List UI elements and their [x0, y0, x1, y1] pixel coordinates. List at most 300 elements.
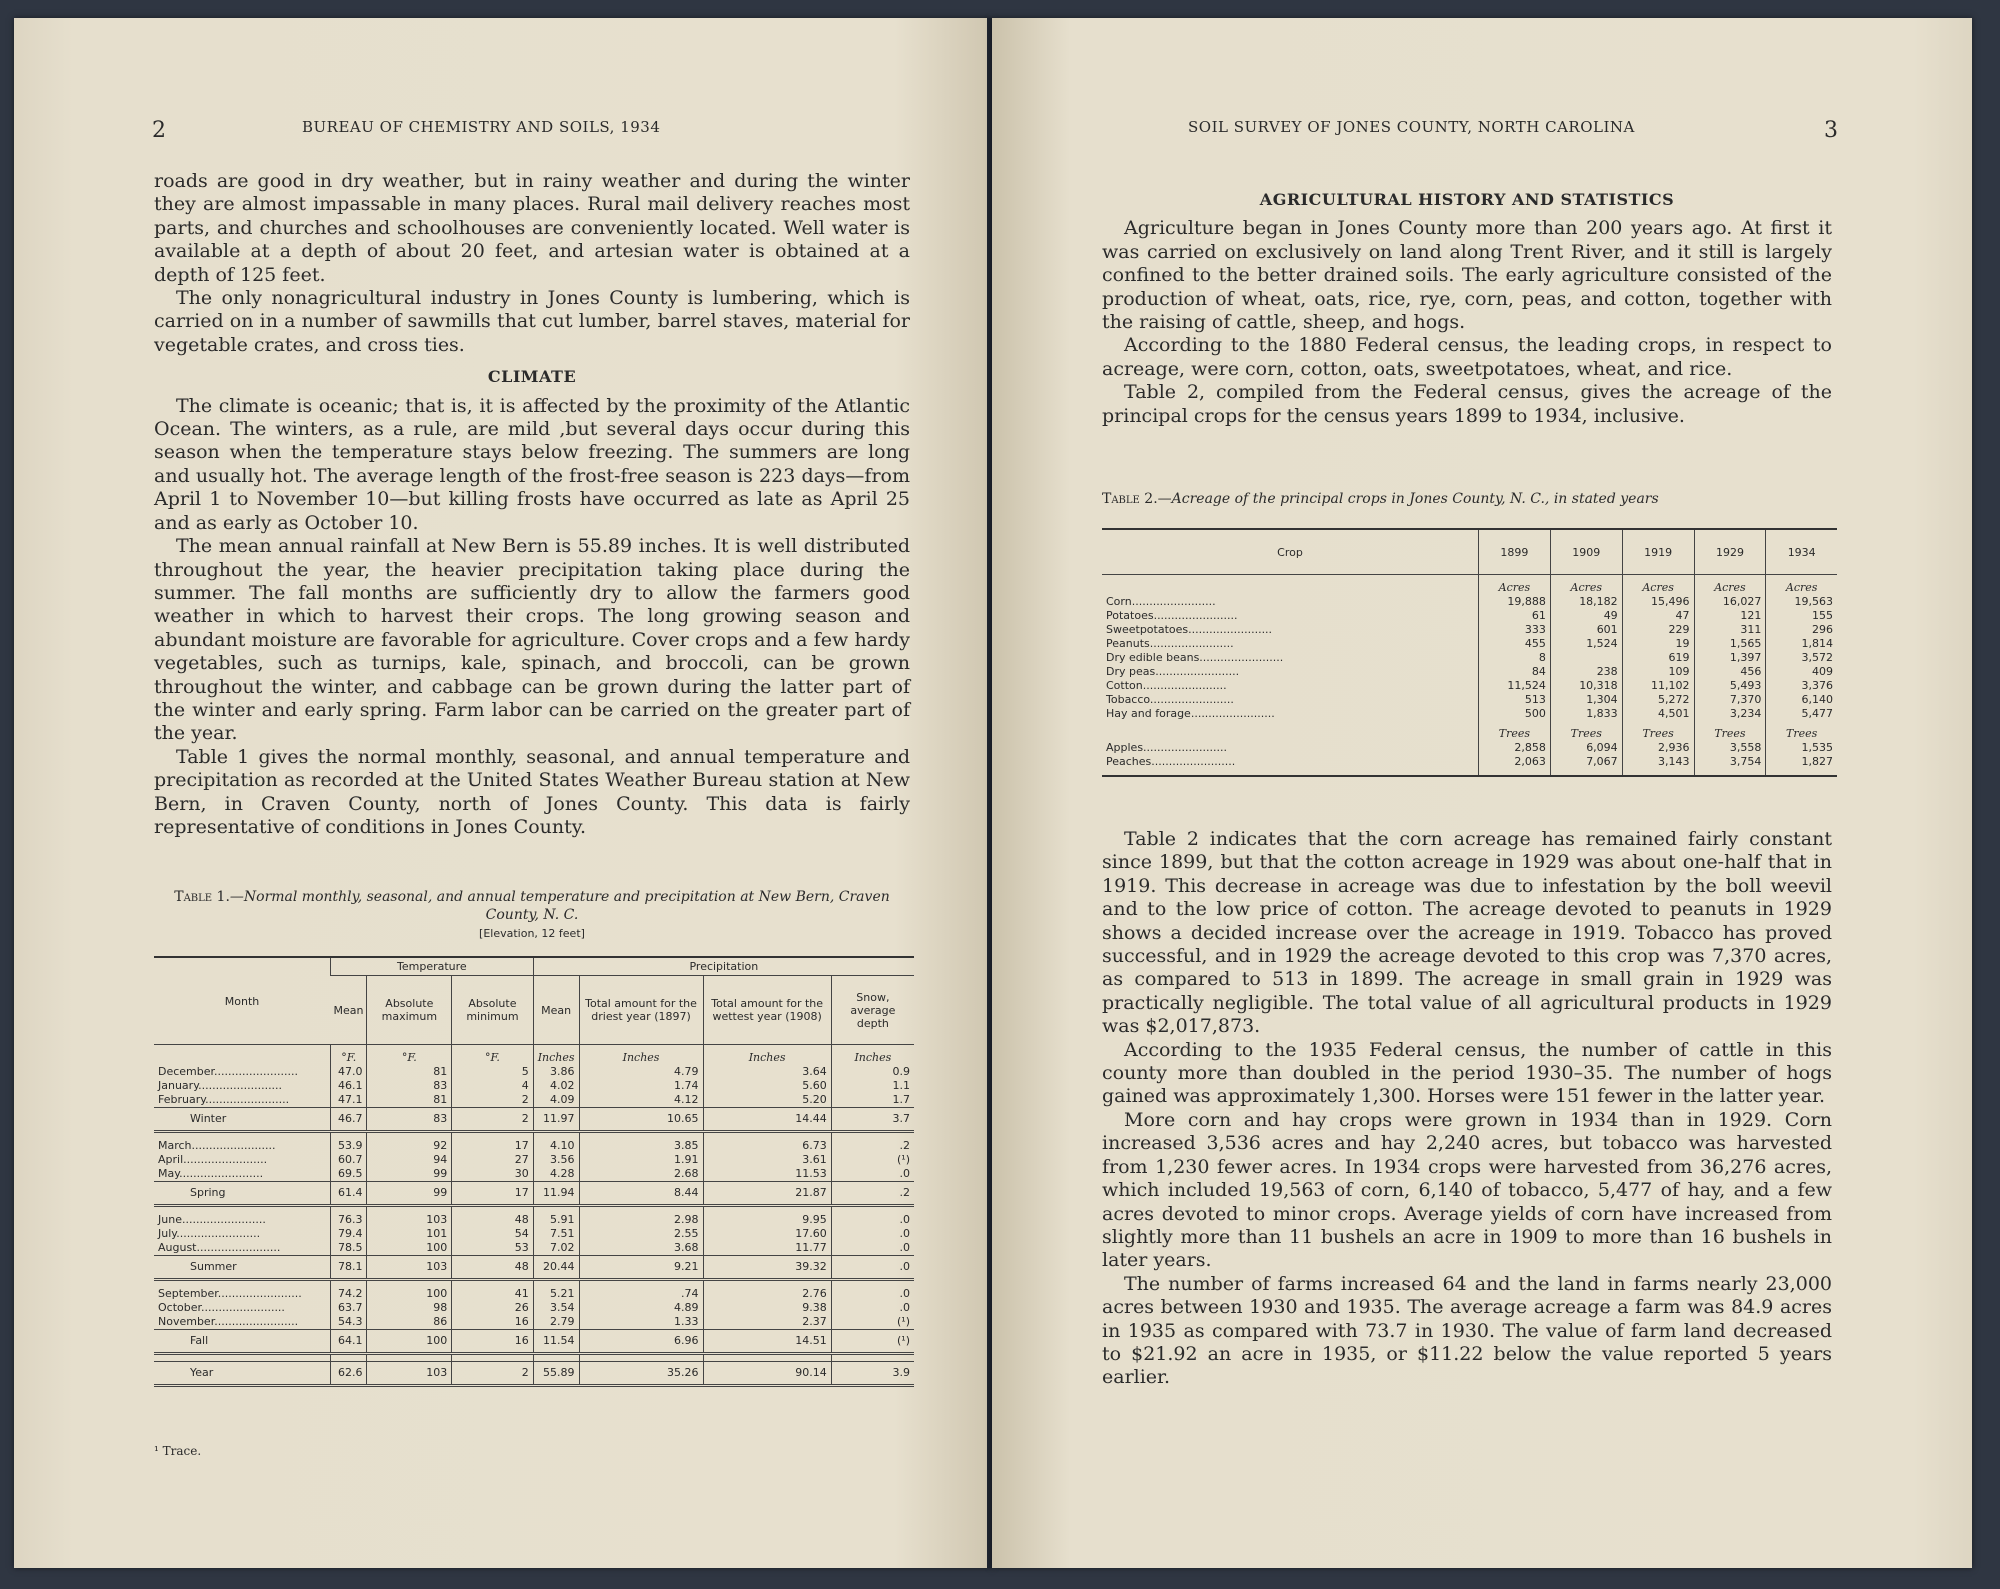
- cell: 5.20: [703, 1093, 831, 1108]
- table-row: [154, 1132, 914, 1140]
- th-1934: 1934: [1766, 529, 1837, 575]
- cell: 63.7: [331, 1301, 367, 1315]
- cell: [1550, 651, 1622, 665]
- footnote: ¹ Trace.: [154, 1444, 202, 1458]
- cell: 55.89: [533, 1362, 579, 1386]
- cell: 3.54: [533, 1301, 579, 1315]
- cell: 46.7: [331, 1108, 367, 1132]
- cell: 100: [367, 1241, 452, 1256]
- table-row: [1102, 623, 1837, 637]
- cell: 3.61: [703, 1153, 831, 1167]
- right-page-number: 3: [1824, 118, 1839, 143]
- cell: 74.2: [331, 1287, 367, 1301]
- cell: [331, 1206, 367, 1214]
- th-absmax: Absolute maximum: [367, 976, 452, 1045]
- cell: 21.87: [703, 1182, 831, 1206]
- cell: 90.14: [703, 1362, 831, 1386]
- cell: 5: [452, 1065, 534, 1079]
- cell: 61.4: [331, 1182, 367, 1206]
- cell: 18,182: [1550, 595, 1622, 609]
- cell: .0: [831, 1287, 914, 1301]
- section-heading-climate: CLIMATE: [487, 367, 577, 387]
- cell: 6,140: [1766, 693, 1837, 707]
- row-label: October........................: [158, 1301, 285, 1314]
- cell: (¹): [831, 1315, 914, 1330]
- cell: [703, 1206, 831, 1214]
- cell: 333: [1479, 623, 1551, 637]
- table-row: [1102, 665, 1837, 679]
- cell: 4.09: [533, 1093, 579, 1108]
- cell: 121: [1694, 609, 1766, 623]
- cell: 5.21: [533, 1287, 579, 1301]
- cell: 1,827: [1766, 755, 1837, 769]
- cell: 3.68: [579, 1241, 703, 1256]
- cell: 3.9: [831, 1362, 914, 1386]
- cell: [154, 1045, 331, 1066]
- left-body: [154, 170, 910, 839]
- table1-label: Table 1.: [174, 889, 230, 905]
- cell: °F.: [452, 1045, 534, 1066]
- cell: 1,304: [1550, 693, 1622, 707]
- table-row: [154, 1241, 914, 1256]
- row-label: [154, 1132, 331, 1140]
- table2-title: —Acreage of the principal crops in Jones County, N. C., in stated years: [1157, 491, 1659, 507]
- cell: 101: [367, 1227, 452, 1241]
- cell: 4.10: [533, 1139, 579, 1153]
- cell: [1479, 769, 1551, 776]
- th-mean: Mean: [331, 976, 367, 1045]
- paragraph: The number of farms increased 64 and the land in farms nearly 23,000 acres between 1930 and 1935. The average acreage a farm was 84.9 acres in 1935 as compared with 73.7 in 1930. The value of farm land decreased to $21.92 an acre in 1935, or $11.22 below the value reported 5 years earlier.: [1102, 1272, 1832, 1389]
- row-label: Corn........................: [1106, 595, 1216, 608]
- section-heading-agriculture: AGRICULTURAL HISTORY AND STATISTICS: [1259, 190, 1675, 209]
- cell: 7.02: [533, 1241, 579, 1256]
- table-row: [1102, 679, 1837, 693]
- cell: 39.32: [703, 1256, 831, 1280]
- cell: [367, 1280, 452, 1288]
- table2-caption: [1102, 490, 1837, 508]
- paragraph: Table 2 indicates that the corn acreage has remained fairly constant since 1899, but that the cotton acreage in 1929 was about one-half that in 1919. This decrease in acreage was due to infestation by the boll weevil and to the low price of cotton. The acreage devoted to peanuts in 1929 shows a decided increase over the acreage in 1919. Tobacco has proved successful, and in 1929 the acreage devoted to this crop was 7,370 acres, as compared to 513 in 1899. The acreage in small grain in 1929 was practically negligible. The total value of all agricultural products in 1929 was $2,017,873.: [1102, 828, 1832, 1038]
- cell: 53.9: [331, 1139, 367, 1153]
- paragraph: Agriculture began in Jones County more than 200 years ago. At first it was carried on exclusively on land along Trent River, and it still is largely confined to the better drained soils. The early agriculture consisted of the production of wheat, oats, rice, rye, corn, peas, and cotton, together with the raising of cattle, sheep, and hogs.: [1102, 217, 1832, 334]
- row-label: December........................: [158, 1065, 298, 1078]
- cell: 19,563: [1766, 595, 1837, 609]
- table-row: [154, 1315, 914, 1330]
- th-wettest: Total amount for the wettest year (1908): [703, 976, 831, 1045]
- table-row: [154, 1139, 914, 1153]
- cell: 2: [452, 1108, 534, 1132]
- table-row: [154, 1167, 914, 1182]
- cell: 5,477: [1766, 707, 1837, 721]
- th-precipitation: Precipitation: [533, 957, 914, 976]
- th-driest: Total amount for the driest year (1897): [579, 976, 703, 1045]
- cell: 311: [1694, 623, 1766, 637]
- cell: 9.95: [703, 1213, 831, 1227]
- cell: 11,102: [1622, 679, 1694, 693]
- table-row: [1102, 693, 1837, 707]
- units-row: [1102, 721, 1837, 741]
- row-label: Hay and forage........................: [1106, 707, 1275, 720]
- cell: [1766, 769, 1837, 776]
- cell: 1.1: [831, 1079, 914, 1093]
- cell: 83: [367, 1079, 452, 1093]
- cell: [331, 1132, 367, 1140]
- cell: 1,524: [1550, 637, 1622, 651]
- table-row: [1102, 755, 1837, 769]
- th-month: Month: [154, 957, 331, 1045]
- row-label: Fall: [154, 1330, 331, 1354]
- cell: 2.55: [579, 1227, 703, 1241]
- cell: 15,496: [1622, 595, 1694, 609]
- table-row: [154, 1301, 914, 1315]
- table-row: [154, 1065, 914, 1079]
- left-page: [14, 18, 992, 1568]
- cell: 2: [452, 1362, 534, 1386]
- cell: 4.89: [579, 1301, 703, 1315]
- cell: 5,272: [1622, 693, 1694, 707]
- cell: 601: [1550, 623, 1622, 637]
- cell: [831, 1206, 914, 1214]
- cell: 16: [452, 1330, 534, 1354]
- cell: 11.77: [703, 1241, 831, 1256]
- row-label: November........................: [158, 1315, 299, 1328]
- cell: 1,565: [1694, 637, 1766, 651]
- row-label: April........................: [158, 1153, 268, 1166]
- table-row: [154, 1280, 914, 1288]
- th-1929: 1929: [1694, 529, 1766, 575]
- cell: 60.7: [331, 1153, 367, 1167]
- th-1899: 1899: [1479, 529, 1551, 575]
- cell: 155: [1766, 609, 1837, 623]
- cell: 27: [452, 1153, 534, 1167]
- row-label: Sweetpotatoes........................: [1106, 623, 1273, 636]
- table-row: [154, 1206, 914, 1214]
- cell: 16: [452, 1315, 534, 1330]
- cell: .0: [831, 1227, 914, 1241]
- cell: 109: [1622, 665, 1694, 679]
- row-label: August........................: [158, 1241, 281, 1254]
- paragraph: The only nonagricultural industry in Jones County is lumbering, which is carried on in a number of sawmills that cut lumber, barrel staves, material for vegetable crates, and cross ties.: [154, 287, 910, 356]
- cell: 1.91: [579, 1153, 703, 1167]
- cell: 2,858: [1479, 741, 1551, 755]
- cell: 3,234: [1694, 707, 1766, 721]
- cell: [452, 1354, 534, 1362]
- cell: 4.02: [533, 1079, 579, 1093]
- row-label: Peaches........................: [1106, 755, 1236, 768]
- cell: [452, 1280, 534, 1288]
- cell: 2: [452, 1093, 534, 1108]
- cell: (¹): [831, 1330, 914, 1354]
- th-1919: 1919: [1622, 529, 1694, 575]
- row-label: Summer: [154, 1256, 331, 1280]
- cell: [831, 1132, 914, 1140]
- row-label: March........................: [158, 1139, 276, 1152]
- table1: [154, 956, 914, 1387]
- cell: 11.94: [533, 1182, 579, 1206]
- cell: [367, 1354, 452, 1362]
- cell: 3.86: [533, 1065, 579, 1079]
- units-row: [154, 1045, 914, 1066]
- cell: 92: [367, 1139, 452, 1153]
- cell: Acres: [1622, 575, 1694, 596]
- cell: 11.54: [533, 1330, 579, 1354]
- row-label: July........................: [158, 1227, 261, 1240]
- cell: 1,397: [1694, 651, 1766, 665]
- row-label: Tobacco........................: [1106, 693, 1234, 706]
- cell: [533, 1280, 579, 1288]
- cell: 619: [1622, 651, 1694, 665]
- cell: 62.6: [331, 1362, 367, 1386]
- cell: 409: [1766, 665, 1837, 679]
- cell: 2.68: [579, 1167, 703, 1182]
- cell: 1,833: [1550, 707, 1622, 721]
- row-label: [154, 1280, 331, 1288]
- cell: [331, 1354, 367, 1362]
- cell: 7.51: [533, 1227, 579, 1241]
- cell: 7,067: [1550, 755, 1622, 769]
- table2-label: Table 2.: [1102, 491, 1158, 507]
- table-row: [154, 1287, 914, 1301]
- cell: [579, 1206, 703, 1214]
- cell: 26: [452, 1301, 534, 1315]
- cell: 48: [452, 1256, 534, 1280]
- cell: Trees: [1622, 721, 1694, 741]
- cell: 2,063: [1479, 755, 1551, 769]
- cell: 3,572: [1766, 651, 1837, 665]
- row-label: [154, 1206, 331, 1214]
- table-row: [154, 1354, 914, 1362]
- th-pmean: Mean: [533, 976, 579, 1045]
- cell: [831, 1354, 914, 1362]
- paragraph: Table 2, compiled from the Federal census, gives the acreage of the principal crops for the census years 1899 to 1934, inclusive.: [1102, 381, 1832, 427]
- cell: 84: [1479, 665, 1551, 679]
- cell: 17.60: [703, 1227, 831, 1241]
- cell: [533, 1132, 579, 1140]
- paragraph: According to the 1935 Federal census, the number of cattle in this county more than doubled in the period 1930–35. The number of hogs gained was approximately 1,300. Horses were 151 fewer in the latter year.: [1102, 1038, 1832, 1108]
- cell: 100: [367, 1287, 452, 1301]
- cell: [367, 1132, 452, 1140]
- table-row: [154, 1093, 914, 1108]
- cell: .2: [831, 1182, 914, 1206]
- cell: 47: [1622, 609, 1694, 623]
- right-body-top: [1102, 188, 1832, 428]
- cell: 4,501: [1622, 707, 1694, 721]
- cell: 2,936: [1622, 741, 1694, 755]
- cell: [452, 1132, 534, 1140]
- cell: [452, 1206, 534, 1214]
- cell: 11.97: [533, 1108, 579, 1132]
- cell: 9.21: [579, 1256, 703, 1280]
- cell: °F.: [367, 1045, 452, 1066]
- right-page: [992, 18, 1972, 1568]
- cell: [331, 1280, 367, 1288]
- cell: [1694, 769, 1766, 776]
- row-label: September........................: [158, 1287, 302, 1300]
- cell: 1,535: [1766, 741, 1837, 755]
- paragraph: The mean annual rainfall at New Bern is 55.89 inches. It is well distributed throughout the year, the heavier precipitation taking place during the summer. The fall months are sufficiently dry to allow the farmers good weather in which to harvest their crops. The long growing season and abundant moisture are favorable for agriculture. Cover crops and a few hardy vegetables, such as turnips, kale, spinach, and broccoli, can be grown throughout the winter, and cabbage can be grown during the latter part of the winter and early spring. Farm labor can be carried on the greater part of the year.: [154, 535, 910, 745]
- cell: 10,318: [1550, 679, 1622, 693]
- units-row: [1102, 575, 1837, 596]
- cell: 94: [367, 1153, 452, 1167]
- cell: 98: [367, 1301, 452, 1315]
- cell: [579, 1132, 703, 1140]
- paragraph: More corn and hay crops were grown in 1934 than in 1929. Corn increased 3,536 acres and hay 2,240 acres, but tobacco was harvested from 1,230 fewer acres. In 1934 crops were harvested from 36,276 acres, which included 19,563 of corn, 6,140 of tobacco, 5,477 of hay, and a few acres devoted to minor crops. Average yields of corn have increased from slightly more than 11 bushels an acre in 1909 to more than 16 bushels in later years.: [1102, 1108, 1832, 1272]
- cell: 86: [367, 1315, 452, 1330]
- cell: 5.60: [703, 1079, 831, 1093]
- cell: 19: [1622, 637, 1694, 651]
- table-row: [154, 1153, 914, 1167]
- table-row: [1102, 637, 1837, 651]
- cell: Acres: [1694, 575, 1766, 596]
- cell: 3,558: [1694, 741, 1766, 755]
- row-label: Dry peas........................: [1106, 665, 1240, 678]
- cell: 5,493: [1694, 679, 1766, 693]
- cell: 2.79: [533, 1315, 579, 1330]
- cell: 17: [452, 1182, 534, 1206]
- table2: [1102, 528, 1837, 777]
- table-row: [1102, 651, 1837, 665]
- cell: 16,027: [1694, 595, 1766, 609]
- cell: (¹): [831, 1153, 914, 1167]
- cell: 2.37: [703, 1315, 831, 1330]
- row-label: May........................: [158, 1167, 264, 1180]
- cell: 1.74: [579, 1079, 703, 1093]
- table-summary-row: [154, 1182, 914, 1206]
- th-1909: 1909: [1550, 529, 1622, 575]
- right-body-bottom: [1102, 828, 1832, 1390]
- cell: 3,376: [1766, 679, 1837, 693]
- cell: [831, 1280, 914, 1288]
- row-label: Apples........................: [1106, 741, 1227, 754]
- left-page-number: 2: [152, 118, 167, 143]
- cell: 2.98: [579, 1213, 703, 1227]
- cell: 54: [452, 1227, 534, 1241]
- cell: 6.73: [703, 1139, 831, 1153]
- table1-subtitle: [Elevation, 12 feet]: [479, 927, 585, 940]
- cell: 1.33: [579, 1315, 703, 1330]
- cell: 9.38: [703, 1301, 831, 1315]
- cell: 3,143: [1622, 755, 1694, 769]
- cell: 35.26: [579, 1362, 703, 1386]
- cell: 6.96: [579, 1330, 703, 1354]
- cell: 69.5: [331, 1167, 367, 1182]
- row-label: Year: [154, 1362, 331, 1386]
- table-row: [1102, 595, 1837, 609]
- cell: 7,370: [1694, 693, 1766, 707]
- table-row: [1102, 609, 1837, 623]
- cell: 54.3: [331, 1315, 367, 1330]
- cell: 83: [367, 1108, 452, 1132]
- cell: 76.3: [331, 1213, 367, 1227]
- cell: .74: [579, 1287, 703, 1301]
- table-row: [154, 1227, 914, 1241]
- table-row: [1102, 741, 1837, 755]
- table-row: [1102, 769, 1837, 776]
- table-summary-row: [154, 1256, 914, 1280]
- cell: .2: [831, 1139, 914, 1153]
- table1-title: —Normal monthly, seasonal, and annual temperature and precipitation at New Bern, Craven County, N. C.: [229, 889, 890, 923]
- table1-caption: [154, 888, 910, 943]
- cell: .0: [831, 1256, 914, 1280]
- cell: 6,094: [1550, 741, 1622, 755]
- paragraph: Table 1 gives the normal monthly, seasonal, and annual temperature and precipitation as recorded at the United States Weather Bureau station at New Bern, in Craven County, north of Jones County. This data is fairly representative of conditions in Jones County.: [154, 745, 910, 838]
- th-temperature: Temperature: [331, 957, 534, 976]
- row-label: Cotton........................: [1106, 679, 1227, 692]
- cell: 14.44: [703, 1108, 831, 1132]
- cell: 3,754: [1694, 755, 1766, 769]
- cell: 99: [367, 1167, 452, 1182]
- cell: 500: [1479, 707, 1551, 721]
- cell: [579, 1280, 703, 1288]
- cell: 238: [1550, 665, 1622, 679]
- th-absmin: Absolute minimum: [452, 976, 534, 1045]
- cell: 20.44: [533, 1256, 579, 1280]
- row-label: January........................: [158, 1079, 283, 1092]
- cell: 4.79: [579, 1065, 703, 1079]
- cell: 103: [367, 1362, 452, 1386]
- cell: [1102, 721, 1479, 741]
- th-snow: Snow, average depth: [831, 976, 914, 1045]
- cell: 46.1: [331, 1079, 367, 1093]
- cell: 47.0: [331, 1065, 367, 1079]
- cell: 456: [1694, 665, 1766, 679]
- table-summary-row: [154, 1330, 914, 1354]
- cell: 79.4: [331, 1227, 367, 1241]
- cell: .0: [831, 1213, 914, 1227]
- row-label: [1102, 769, 1479, 776]
- cell: 41: [452, 1287, 534, 1301]
- cell: [533, 1354, 579, 1362]
- cell: 48: [452, 1213, 534, 1227]
- right-running-header: SOIL SURVEY OF JONES COUNTY, NORTH CAROLINA: [1188, 118, 1635, 136]
- cell: [533, 1206, 579, 1214]
- cell: Inches: [831, 1045, 914, 1066]
- cell: Inches: [533, 1045, 579, 1066]
- row-label: February........................: [158, 1093, 290, 1106]
- cell: Acres: [1479, 575, 1551, 596]
- cell: 10.65: [579, 1108, 703, 1132]
- row-label: Dry edible beans........................: [1106, 651, 1284, 664]
- cell: 17: [452, 1139, 534, 1153]
- cell: 14.51: [703, 1330, 831, 1354]
- cell: 11,524: [1479, 679, 1551, 693]
- cell: 2.76: [703, 1287, 831, 1301]
- cell: 8.44: [579, 1182, 703, 1206]
- table-row: [154, 1079, 914, 1093]
- cell: 4.28: [533, 1167, 579, 1182]
- cell: 3.85: [579, 1139, 703, 1153]
- cell: Inches: [703, 1045, 831, 1066]
- cell: Trees: [1479, 721, 1551, 741]
- cell: Trees: [1550, 721, 1622, 741]
- cell: Trees: [1694, 721, 1766, 741]
- left-running-header: BUREAU OF CHEMISTRY AND SOILS, 1934: [302, 118, 661, 136]
- table-summary-row: [154, 1108, 914, 1132]
- cell: 0.9: [831, 1065, 914, 1079]
- paragraph: roads are good in dry weather, but in rainy weather and during the winter they are almost impassable in many places. Rural mail delivery reaches most parts, and churches and schoolhouses are conveniently located. Well water is available at a depth of about 20 feet, and artesian water is obtained at a depth of 125 feet.: [154, 170, 910, 286]
- cell: [703, 1354, 831, 1362]
- cell: 11.53: [703, 1167, 831, 1182]
- cell: Acres: [1550, 575, 1622, 596]
- cell: 19,888: [1479, 595, 1551, 609]
- cell: [1622, 769, 1694, 776]
- row-label: Spring: [154, 1182, 331, 1206]
- cell: 30: [452, 1167, 534, 1182]
- table1-body: [154, 1045, 914, 1386]
- cell: Trees: [1766, 721, 1837, 741]
- cell: 47.1: [331, 1093, 367, 1108]
- row-label: Winter: [154, 1108, 331, 1132]
- cell: [367, 1206, 452, 1214]
